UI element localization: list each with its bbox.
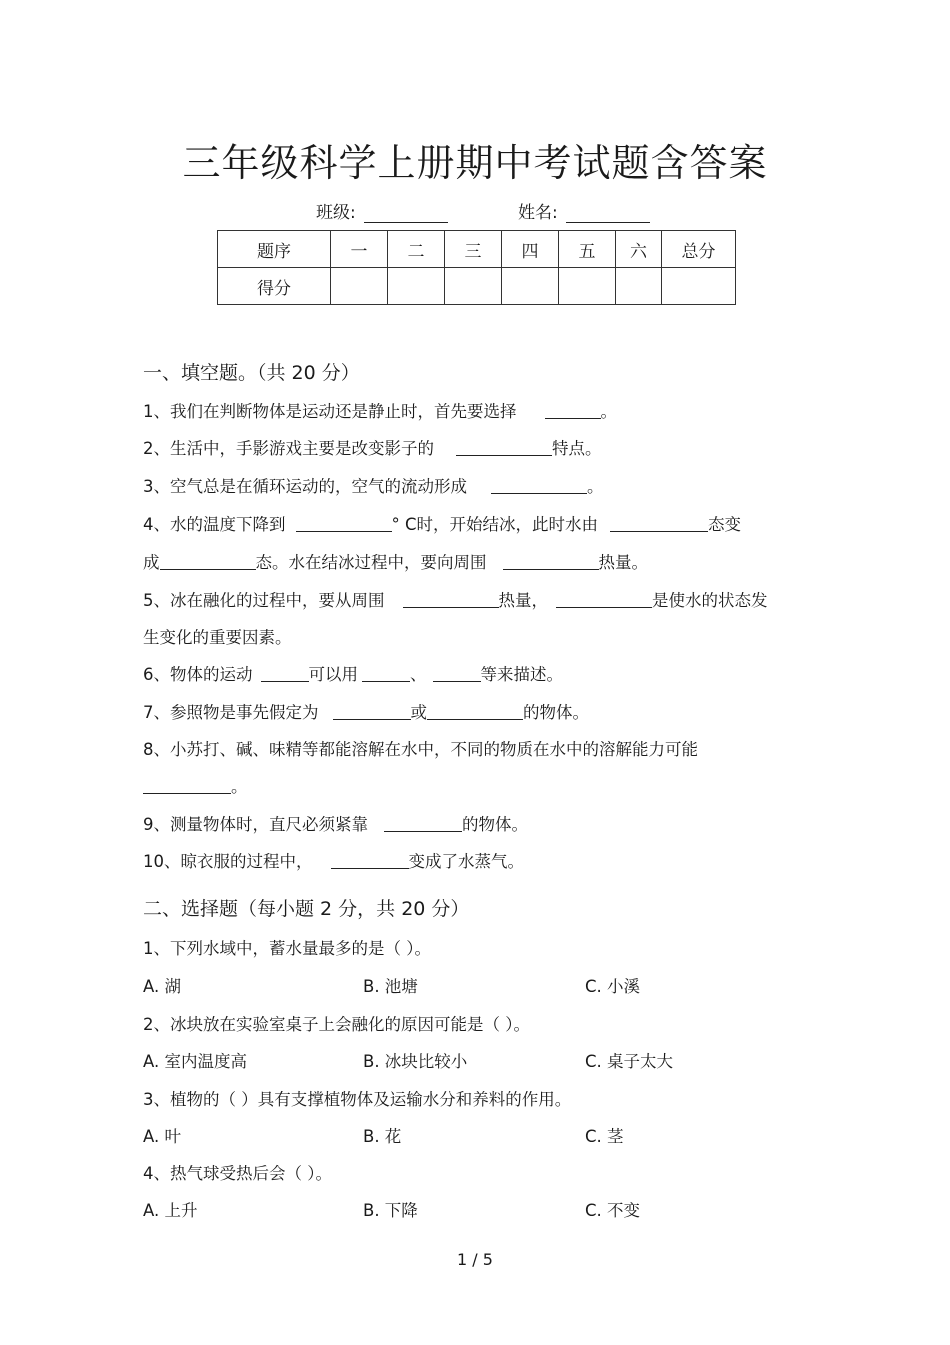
question-text: 9、测量物体时，直尺必须紧靠 (143, 815, 368, 834)
question-text: 3、空气总是在循环运动的，空气的流动形成 (143, 477, 467, 496)
answer-blank[interactable] (296, 516, 392, 532)
score-table (217, 230, 736, 305)
question-text: 的物体。 (462, 815, 528, 834)
fill-question-5-line-1 (143, 591, 768, 611)
section-1-title: 一、填空题。（共 20 分） (143, 362, 360, 384)
answer-blank[interactable] (427, 704, 523, 720)
header-cell: 五 (559, 231, 616, 268)
name-field (518, 198, 650, 223)
question-text: 热量， (498, 591, 548, 610)
choice-option-c[interactable]: C. 茎 (585, 1127, 624, 1146)
choice-option-b[interactable]: B. 下降 (363, 1201, 418, 1220)
choice-option-a[interactable]: A. 湖 (143, 977, 181, 996)
name-label: 姓名: (518, 203, 558, 223)
page-number: 1 / 5 (457, 1250, 493, 1269)
score-cell[interactable] (388, 268, 445, 305)
answer-blank[interactable] (333, 704, 411, 720)
fill-question-8-line-2 (143, 777, 248, 797)
answer-blank[interactable] (556, 592, 652, 608)
score-table-header-row (218, 231, 736, 268)
question-text: 1、我们在判断物体是运动还是静止时，首先要选择 (143, 402, 517, 421)
question-text: 成 (143, 553, 160, 572)
question-text: 生变化的重要因素。 (143, 628, 292, 647)
score-cell[interactable] (502, 268, 559, 305)
page-title: 三年级科学上册期中考试题含答案 (182, 141, 768, 185)
name-blank[interactable] (566, 206, 650, 223)
class-label: 班级: (316, 203, 356, 223)
choice-option-c[interactable]: C. 小溪 (585, 977, 641, 996)
question-text: 热量。 (598, 553, 648, 572)
answer-blank[interactable] (491, 478, 587, 494)
choice-option-b[interactable]: B. 池塘 (363, 977, 418, 996)
score-cell[interactable] (559, 268, 616, 305)
answer-blank[interactable] (261, 666, 309, 682)
score-cell[interactable] (662, 268, 736, 305)
answer-blank[interactable] (545, 403, 601, 419)
header-cell: 二 (388, 231, 445, 268)
header-cell: 四 (502, 231, 559, 268)
score-cell[interactable] (616, 268, 662, 305)
answer-blank[interactable] (362, 666, 410, 682)
fill-question-7 (143, 703, 589, 723)
fill-question-4-line-1 (143, 515, 741, 535)
question-text: 10、晾衣服的过程中， (143, 852, 313, 871)
answer-blank[interactable] (456, 440, 552, 456)
answer-blank[interactable] (503, 554, 599, 570)
fill-question-10 (143, 852, 524, 872)
choice-question-stem: 1、下列水域中，蓄水量最多的是（ ）。 (143, 939, 431, 958)
fill-question-2 (143, 439, 602, 459)
score-row-label: 得分 (218, 268, 331, 305)
question-text: 特点。 (552, 439, 602, 458)
answer-blank[interactable] (403, 592, 499, 608)
answer-blank[interactable] (433, 666, 481, 682)
answer-blank[interactable] (610, 516, 708, 532)
question-text: ° C时，开始结冰，此时水由 (391, 515, 599, 534)
fill-question-8-line-1 (143, 740, 698, 760)
choice-option-a[interactable]: A. 叶 (143, 1127, 181, 1146)
question-text: 是使水的状态发 (652, 591, 768, 610)
question-text: 8、小苏打、碱、味精等都能溶解在水中，不同的物质在水中的溶解能力可能 (143, 740, 698, 759)
question-text: 、 (410, 665, 427, 684)
answer-blank[interactable] (160, 554, 256, 570)
choice-option-c[interactable]: C. 桌子太大 (585, 1052, 674, 1071)
question-text: 。 (600, 402, 617, 421)
question-text: 的物体。 (523, 703, 589, 722)
class-blank[interactable] (364, 206, 448, 223)
question-text: 7、参照物是事先假定为 (143, 703, 319, 722)
score-table-score-row (218, 268, 736, 305)
question-text: 5、冰在融化的过程中，要从周围 (143, 591, 385, 610)
choice-option-b[interactable]: B. 冰块比较小 (363, 1052, 468, 1071)
fill-question-9 (143, 815, 528, 835)
choice-question-stem: 4、热气球受热后会（ ）。 (143, 1164, 332, 1183)
choice-option-c[interactable]: C. 不变 (585, 1201, 641, 1220)
header-cell: 三 (445, 231, 502, 268)
score-cell[interactable] (331, 268, 388, 305)
question-text: 态。水在结冰过程中，要向周围 (255, 553, 487, 572)
choice-option-a[interactable]: A. 室内温度高 (143, 1052, 247, 1071)
choice-option-a[interactable]: A. 上升 (143, 1201, 198, 1220)
question-text: 等来描述。 (480, 665, 563, 684)
header-cell: 一 (331, 231, 388, 268)
question-text: 或 (410, 703, 427, 722)
section-2-title: 二、选择题（每小题 2 分，共 20 分） (143, 898, 470, 920)
question-text: 可以用 (308, 665, 358, 684)
choice-question-stem: 2、冰块放在实验室桌子上会融化的原因可能是（ ）。 (143, 1015, 530, 1034)
question-text: 6、物体的运动 (143, 665, 253, 684)
class-field (316, 198, 448, 223)
question-text: 。 (587, 477, 604, 496)
header-cell: 总分 (662, 231, 736, 268)
fill-question-6 (143, 665, 563, 685)
question-text: 4、水的温度下降到 (143, 515, 286, 534)
fill-question-3 (143, 477, 604, 497)
question-text: 。 (231, 777, 248, 796)
fill-question-4-line-2 (143, 553, 648, 573)
header-cell: 题序 (218, 231, 331, 268)
header-cell: 六 (616, 231, 662, 268)
question-text: 2、生活中，手影游戏主要是改变影子的 (143, 439, 434, 458)
answer-blank[interactable] (384, 816, 462, 832)
choice-question-stem: 3、植物的（ ）具有支撑植物体及运输水分和养料的作用。 (143, 1090, 572, 1109)
question-text: 态变 (708, 515, 742, 534)
score-cell[interactable] (445, 268, 502, 305)
fill-question-1 (143, 402, 617, 422)
question-text: 变成了水蒸气。 (408, 852, 524, 871)
fill-question-5-line-2 (143, 628, 292, 648)
answer-blank[interactable] (331, 853, 409, 869)
choice-option-b[interactable]: B. 花 (363, 1127, 402, 1146)
answer-blank[interactable] (143, 778, 231, 794)
